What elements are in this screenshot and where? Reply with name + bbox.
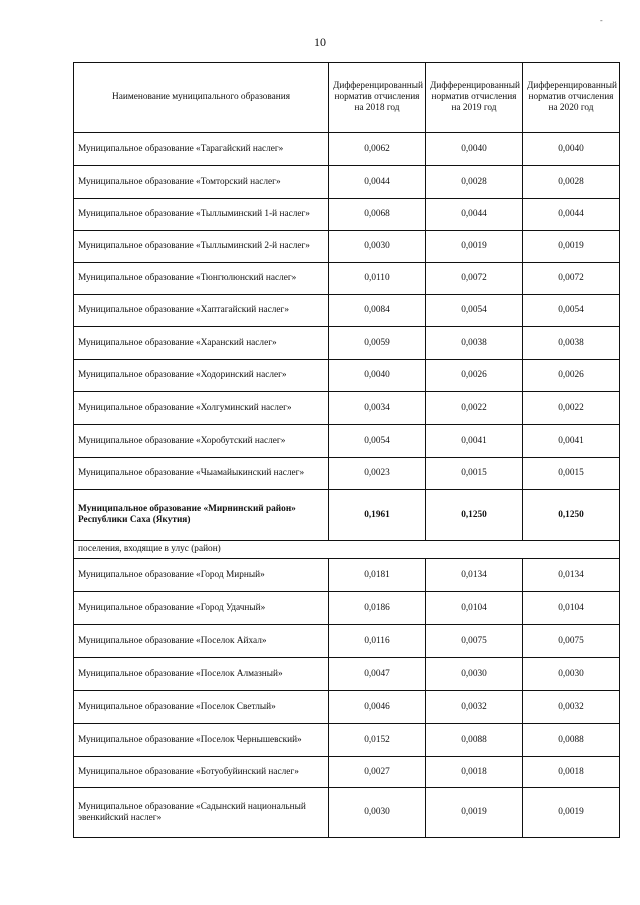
table-row [74, 625, 620, 658]
value-2020: 0,0040 [523, 133, 620, 166]
value-2019: 0,0019 [426, 788, 523, 838]
value-2019: 0,0040 [426, 133, 523, 166]
value-2018: 0,0034 [329, 392, 426, 425]
municipality-name: Муниципальное образование «Город Мирный» [74, 559, 329, 592]
municipality-name: Муниципальное образование «Харанский наслег» [74, 327, 329, 360]
table-row [74, 231, 620, 263]
municipality-name: Муниципальное образование «Тыллыминский 1-й наслег» [74, 199, 329, 231]
municipality-name: Муниципальное образование «Ходоринский наслег» [74, 360, 329, 392]
value-2020: 0,0044 [523, 199, 620, 231]
value-2020: 0,0028 [523, 166, 620, 199]
value-2020: 0,0019 [523, 231, 620, 263]
table-row [74, 788, 620, 838]
value-2019: 0,0054 [426, 295, 523, 327]
value-2019: 0,0088 [426, 724, 523, 757]
value-2020: 0,0030 [523, 658, 620, 691]
municipality-name: Муниципальное образование «Мирнинский район» Республики Саха (Якутия) [74, 490, 329, 541]
value-2018: 0,0023 [329, 458, 426, 490]
value-2020: 0,0038 [523, 327, 620, 360]
header-2019: Дифференцированный норматив отчисления на 2019 год [426, 63, 523, 133]
value-2019: 0,0030 [426, 658, 523, 691]
value-2019: 0,0072 [426, 263, 523, 295]
municipality-name: Муниципальное образование «Тарагайский наслег» [74, 133, 329, 166]
value-2018: 0,0110 [329, 263, 426, 295]
header-2020: Дифференцированный норматив отчисления на 2020 год [523, 63, 620, 133]
municipality-name: Муниципальное образование «Поселок Алмазный» [74, 658, 329, 691]
municipality-name: Муниципальное образование «Тюнгюлюнский наслег» [74, 263, 329, 295]
municipality-name: Муниципальное образование «Хаптагайский наслег» [74, 295, 329, 327]
value-2018: 0,0054 [329, 425, 426, 458]
value-2020: 0,0026 [523, 360, 620, 392]
municipality-name: Муниципальное образование «Ботуобуйинский наслег» [74, 757, 329, 788]
value-2020: 0,0019 [523, 788, 620, 838]
value-2018: 0,0046 [329, 691, 426, 724]
value-2020: 0,0018 [523, 757, 620, 788]
value-2020: 0,0088 [523, 724, 620, 757]
table-row [74, 166, 620, 199]
value-2018: 0,0027 [329, 757, 426, 788]
value-2018: 0,0068 [329, 199, 426, 231]
value-2020: 0,0104 [523, 592, 620, 625]
municipality-name: Муниципальное образование «Тыллыминский 2-й наслег» [74, 231, 329, 263]
value-2018: 0,0152 [329, 724, 426, 757]
value-2019: 0,0018 [426, 757, 523, 788]
value-2019: 0,0032 [426, 691, 523, 724]
table-row [74, 658, 620, 691]
table-row [74, 490, 620, 541]
value-2019: 0,0044 [426, 199, 523, 231]
value-2019: 0,0104 [426, 592, 523, 625]
value-2019: 0,0026 [426, 360, 523, 392]
value-2019: 0,0041 [426, 425, 523, 458]
value-2018: 0,0059 [329, 327, 426, 360]
value-2020: 0,0054 [523, 295, 620, 327]
table-row [74, 133, 620, 166]
value-2020: 0,0072 [523, 263, 620, 295]
value-2020: 0,0015 [523, 458, 620, 490]
municipality-name: Муниципальное образование «Чыамайыкинский наслег» [74, 458, 329, 490]
norms-table [73, 62, 620, 838]
value-2018: 0,0084 [329, 295, 426, 327]
value-2019: 0,0015 [426, 458, 523, 490]
value-2019: 0,0019 [426, 231, 523, 263]
header-municipality: Наименование муниципального образования [74, 63, 329, 133]
municipality-name: Муниципальное образование «Холгуминский наслег» [74, 392, 329, 425]
value-2019: 0,0134 [426, 559, 523, 592]
municipality-name: Муниципальное образование «Поселок Чернышевский» [74, 724, 329, 757]
header-2018: Дифференцированный норматив отчисления на 2018 год [329, 63, 426, 133]
value-2020: 0,0075 [523, 625, 620, 658]
table-row [74, 263, 620, 295]
table-header-row [74, 63, 620, 133]
corner-mark: - [600, 16, 603, 25]
table-row [74, 295, 620, 327]
municipality-name: Муниципальное образование «Томторский наслег» [74, 166, 329, 199]
value-2019: 0,0038 [426, 327, 523, 360]
table-row [74, 757, 620, 788]
table-row [74, 360, 620, 392]
table-body [74, 133, 620, 838]
value-2019: 0,0022 [426, 392, 523, 425]
table-row [74, 392, 620, 425]
value-2019: 0,0075 [426, 625, 523, 658]
table-row [74, 327, 620, 360]
table-row [74, 559, 620, 592]
municipality-name: Муниципальное образование «Садынский национальный эвенкийский наслег» [74, 788, 329, 838]
section-row [74, 541, 620, 559]
value-2019: 0,1250 [426, 490, 523, 541]
table-row [74, 592, 620, 625]
value-2018: 0,0047 [329, 658, 426, 691]
value-2018: 0,1961 [329, 490, 426, 541]
value-2020: 0,0134 [523, 559, 620, 592]
table-row [74, 199, 620, 231]
municipality-name: Муниципальное образование «Поселок Айхал» [74, 625, 329, 658]
value-2020: 0,0032 [523, 691, 620, 724]
value-2018: 0,0186 [329, 592, 426, 625]
page-number: 10 [314, 35, 326, 49]
municipality-name: Муниципальное образование «Хоробутский наслег» [74, 425, 329, 458]
value-2018: 0,0044 [329, 166, 426, 199]
value-2020: 0,0041 [523, 425, 620, 458]
value-2020: 0,0022 [523, 392, 620, 425]
value-2018: 0,0040 [329, 360, 426, 392]
value-2018: 0,0181 [329, 559, 426, 592]
value-2020: 0,1250 [523, 490, 620, 541]
table-row [74, 458, 620, 490]
value-2019: 0,0028 [426, 166, 523, 199]
table-row [74, 724, 620, 757]
value-2018: 0,0030 [329, 788, 426, 838]
value-2018: 0,0062 [329, 133, 426, 166]
section-label: поселения, входящие в улус (район) [74, 541, 620, 559]
municipality-name: Муниципальное образование «Город Удачный» [74, 592, 329, 625]
municipality-name: Муниципальное образование «Поселок Светлый» [74, 691, 329, 724]
table-row [74, 691, 620, 724]
value-2018: 0,0030 [329, 231, 426, 263]
table-row [74, 425, 620, 458]
value-2018: 0,0116 [329, 625, 426, 658]
